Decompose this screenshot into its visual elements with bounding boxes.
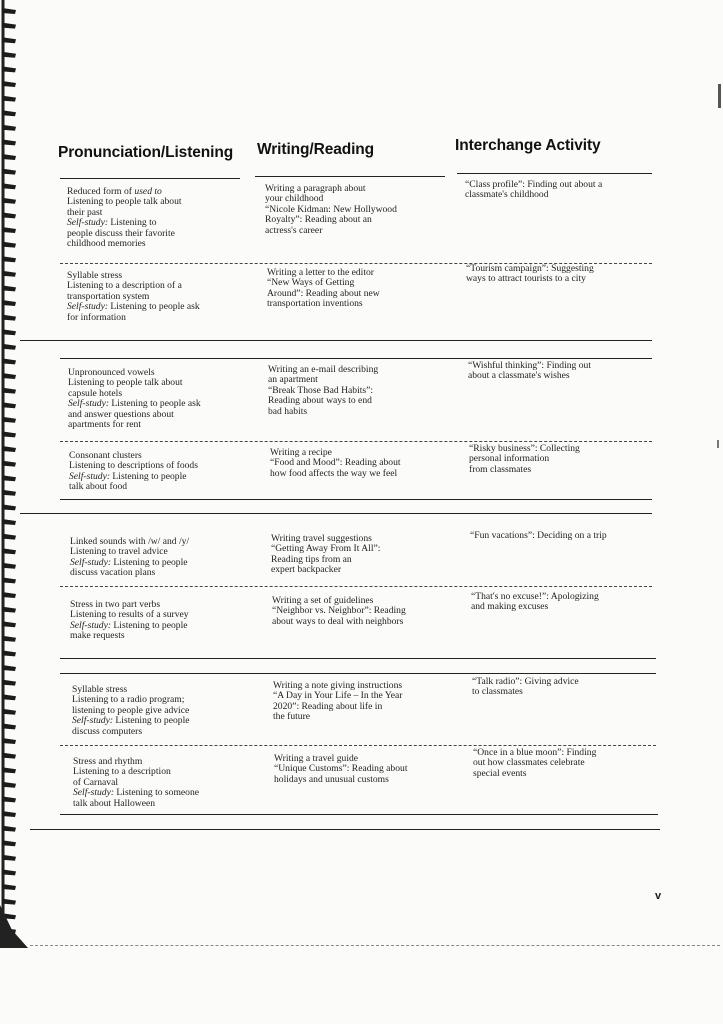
binding-ring [2, 23, 16, 29]
binding-ring [2, 431, 16, 437]
cell-interchange [468, 361, 591, 382]
cell-pronunciation [72, 685, 190, 737]
binding-ring [2, 110, 16, 116]
cell-line: Writing travel suggestions [271, 533, 372, 544]
page-number: v [655, 890, 662, 902]
cell-interchange [466, 264, 594, 285]
binding-ring [2, 753, 16, 759]
cell-line: and answer questions about [68, 408, 174, 420]
cell-line: Linked sounds with /w/ and /y/ [70, 536, 190, 547]
cell-line: childhood memories [67, 238, 146, 250]
cell-writing [273, 681, 403, 723]
binding-ring [2, 358, 16, 364]
header-rule [255, 176, 445, 177]
binding-ring [2, 869, 16, 875]
binding-ring [2, 66, 16, 72]
binding-ring [2, 446, 16, 452]
cell-line: Stress in two part verbs [70, 599, 161, 610]
binding-ring [2, 212, 16, 218]
row-divider [60, 673, 656, 674]
cell-line: Listening to people talk about [67, 196, 182, 208]
binding-ring [2, 899, 16, 905]
binding-ring [2, 329, 16, 335]
cell-line: Consonant clusters [69, 450, 142, 461]
cell-line: Writing a letter to the editor [267, 267, 374, 278]
cell-line: of Carnaval [73, 776, 119, 788]
cell-line: actress's career [265, 224, 323, 236]
binding-ring [2, 154, 16, 160]
self-study-label: Self-study: [67, 217, 109, 229]
binding-ring [2, 796, 16, 802]
binding-ring [2, 8, 16, 14]
cell-line: Royalty”: Reading about an [265, 214, 372, 226]
self-study-label: Self-study: [67, 301, 109, 313]
cell-pronunciation [67, 187, 182, 249]
cell-pronunciation [67, 271, 200, 323]
cell-pronunciation [69, 451, 198, 493]
cell-line: your childhood [265, 193, 324, 205]
binding-ring [2, 125, 16, 131]
cell-line: talk about food [69, 481, 128, 493]
cell-line: Reading tips from an [271, 553, 352, 565]
header-rule [60, 178, 240, 179]
page-bottom-edge [30, 945, 720, 946]
cell-line: discuss computers [72, 725, 143, 737]
binding-ring [2, 417, 16, 423]
self-study-label: Self-study: [72, 715, 114, 727]
cell-writing [274, 754, 408, 785]
cell-line: transportation system [67, 290, 150, 302]
binding-ring [2, 534, 16, 540]
cell-interchange [470, 531, 607, 541]
scan-artifact [717, 440, 719, 448]
cell-line: “Fun vacations”: Deciding on a trip [470, 530, 607, 541]
binding-ring [2, 855, 16, 861]
cell-line: Listening to a description of a [67, 280, 182, 292]
binding-ring [2, 592, 16, 598]
cell-line: Self-study: Listening to people ask [67, 301, 200, 313]
cell-line: holidays and unusual customs [274, 773, 389, 785]
binding-ring [2, 242, 16, 248]
self-study-label: Self-study: [70, 556, 112, 568]
spiral-binding [0, 0, 34, 960]
cell-line: Stress and rhythm [73, 756, 143, 767]
cell-line: Writing a travel guide [274, 753, 359, 764]
binding-ring [2, 826, 16, 832]
binding-ring [2, 271, 16, 277]
cell-pronunciation [68, 368, 201, 430]
binding-ring [2, 285, 16, 291]
binding-ring [2, 96, 16, 102]
cell-line: “Talk radio”: Giving advice [472, 676, 579, 687]
cell-line: Writing a paragraph about [265, 183, 366, 194]
cell-interchange [471, 592, 599, 613]
unit-divider [60, 814, 658, 815]
cell-line: Unpronounced vowels [68, 367, 155, 378]
cell-writing [265, 184, 397, 236]
cell-line: capsule hotels [68, 387, 123, 399]
cell-line: Syllable stress [72, 684, 128, 695]
cell-line: “Food and Mood”: Reading about [270, 457, 401, 469]
cell-line: an apartment [268, 374, 318, 386]
binding-ring [2, 183, 16, 189]
binding-ring [2, 198, 16, 204]
cell-line: Self-study: Listening to people [69, 470, 187, 482]
cell-line: “That's no excuse!”: Apologizing [471, 591, 599, 602]
cell-line: Writing a recipe [270, 447, 332, 458]
unit-divider [20, 340, 652, 341]
binding-ring [2, 723, 16, 729]
cell-line: Listening to a radio program; [72, 694, 185, 706]
binding-ring [2, 884, 16, 890]
binding-ring [2, 548, 16, 554]
binding-ring [2, 563, 16, 569]
cell-writing [267, 268, 380, 310]
column-header-pronunciation-listening: Pronunciation/Listening [58, 144, 234, 161]
cell-writing [268, 365, 378, 417]
cell-line: out how classmates celebrate [473, 757, 585, 769]
cell-line: bad habits [268, 405, 308, 417]
cell-writing [272, 596, 406, 627]
cell-interchange [472, 677, 579, 698]
self-study-label: Self-study: [68, 398, 110, 410]
binding-ring [2, 475, 16, 481]
row-divider [60, 441, 652, 442]
cell-line: Listening to travel advice [70, 546, 168, 558]
binding-ring [2, 650, 16, 656]
cell-line: “Nicole Kidman: New Hollywood [265, 203, 397, 215]
cell-line: Syllable stress [67, 270, 123, 281]
binding-ring [2, 256, 16, 262]
binding-ring [2, 227, 16, 233]
cell-line: Writing a set of guidelines [272, 595, 374, 606]
cell-line: transportation inventions [267, 298, 363, 310]
binding-ring [2, 621, 16, 627]
cell-line: Self-study: Listening to people [72, 715, 190, 727]
cell-line: personal information [469, 453, 550, 465]
cell-line: Listening to a description [73, 766, 171, 778]
cell-line: Self-study: Listening to someone [73, 787, 200, 799]
binding-ring [2, 344, 16, 350]
cell-line: to classmates [472, 686, 523, 698]
cell-line: and making excuses [471, 601, 549, 613]
binding-ring [2, 490, 16, 496]
column-header-interchange-activity: Interchange Activity [455, 137, 601, 154]
unit-divider [60, 658, 656, 659]
cell-line: the future [273, 711, 311, 723]
cell-interchange [469, 444, 580, 475]
row-divider [60, 745, 656, 746]
cell-line: how food affects the way we feel [270, 467, 398, 479]
cell-line: about ways to deal with neighbors [272, 615, 404, 627]
cell-line: talk about Halloween [73, 797, 156, 809]
cell-line: Self-study: Listening to [67, 217, 157, 229]
binding-ring [2, 782, 16, 788]
cell-line: “Class profile”: Finding out about a [465, 179, 603, 190]
self-study-label: Self-study: [70, 619, 112, 631]
binding-ring [2, 519, 16, 525]
cell-line: “New Ways of Getting [267, 277, 355, 289]
column-header-writing-reading: Writing/Reading [257, 141, 375, 158]
cell-line: ways to attract tourists to a city [466, 273, 586, 285]
cell-line: “Once in a blue moon”: Finding [473, 747, 597, 758]
binding-ring [2, 388, 16, 394]
cell-line: discuss vacation plans [70, 567, 156, 579]
cell-line: Writing an e-mail describing [268, 364, 379, 375]
binding-ring [2, 680, 16, 686]
cell-line: from classmates [469, 463, 532, 475]
binding-ring [2, 577, 16, 583]
binding-ring [2, 461, 16, 467]
cell-interchange [473, 748, 596, 779]
unit-divider [60, 499, 652, 500]
cell-pronunciation [73, 757, 199, 809]
cell-line: Reading about ways to end [268, 395, 372, 407]
table-end-rule [30, 829, 660, 830]
cell-pronunciation [70, 537, 189, 579]
cell-line: people discuss their favorite [67, 227, 175, 239]
binding-ring [2, 636, 16, 642]
cell-line: Listening to descriptions of foods [69, 460, 198, 472]
cell-line: Listening to results of a survey [70, 609, 189, 621]
cell-line: apartments for rent [68, 419, 141, 431]
self-study-label: Self-study: [69, 470, 111, 482]
binding-ring [2, 169, 16, 175]
cell-line: “Risky business”: Collecting [469, 443, 580, 454]
cell-line: special events [473, 767, 527, 779]
cell-line: about a classmate's wishes [468, 370, 570, 382]
cell-line: classmate's childhood [465, 189, 549, 201]
cell-interchange [465, 180, 602, 201]
cell-line: expert backpacker [271, 564, 342, 576]
cell-line: “Tourism campaign”: Suggesting [466, 263, 594, 274]
binding-ring [2, 694, 16, 700]
binding-ring [2, 139, 16, 145]
binding-ring [2, 37, 16, 43]
cell-line: “Neighbor vs. Neighbor”: Reading [272, 605, 406, 617]
binding-ring [2, 738, 16, 744]
row-divider [60, 358, 652, 359]
cell-line: Writing a note giving instructions [273, 680, 403, 691]
cell-line: “Break Those Bad Habits”: [268, 384, 374, 396]
binding-ring [2, 607, 16, 613]
row-divider [20, 513, 652, 514]
binding-ring [2, 402, 16, 408]
cell-writing [271, 534, 380, 576]
binding-ring [2, 767, 16, 773]
cell-line: “Getting Away From It All”: [271, 543, 381, 555]
self-study-label: Self-study: [73, 787, 115, 799]
cell-line: their past [67, 206, 103, 218]
cell-line: Self-study: Listening to people [70, 556, 188, 568]
cell-pronunciation [70, 600, 189, 642]
cell-line: listening to people give advice [72, 704, 190, 716]
binding-ring [2, 373, 16, 379]
binding-ring [2, 709, 16, 715]
cell-line: Self-study: Listening to people [70, 619, 188, 631]
binding-ring [2, 504, 16, 510]
cell-line: “Unique Customs”: Reading about [274, 763, 408, 775]
cell-line: for information [67, 311, 126, 323]
cell-line: make requests [70, 630, 125, 642]
cell-line: Listening to people talk about [68, 377, 183, 389]
cell-writing [270, 448, 401, 479]
cell-line: Self-study: Listening to people ask [68, 398, 201, 410]
binding-ring [2, 300, 16, 306]
cell-line: “Wishful thinking”: Finding out [468, 360, 591, 371]
cell-line: Around”: Reading about new [267, 287, 380, 299]
binding-ring [2, 665, 16, 671]
header-rule [457, 173, 652, 174]
binding-ring [2, 315, 16, 321]
scan-artifact [718, 84, 721, 108]
italic-term: used to [134, 186, 162, 197]
binding-ring [2, 52, 16, 58]
row-divider [60, 586, 652, 587]
cell-line: 2020”: Reading about life in [273, 700, 383, 712]
cell-line: “A Day in Your Life – In the Year [273, 690, 403, 702]
binding-ring [2, 811, 16, 817]
binding-ring [2, 81, 16, 87]
cell-line: Reduced form of used to [67, 186, 162, 197]
binding-ring [2, 840, 16, 846]
